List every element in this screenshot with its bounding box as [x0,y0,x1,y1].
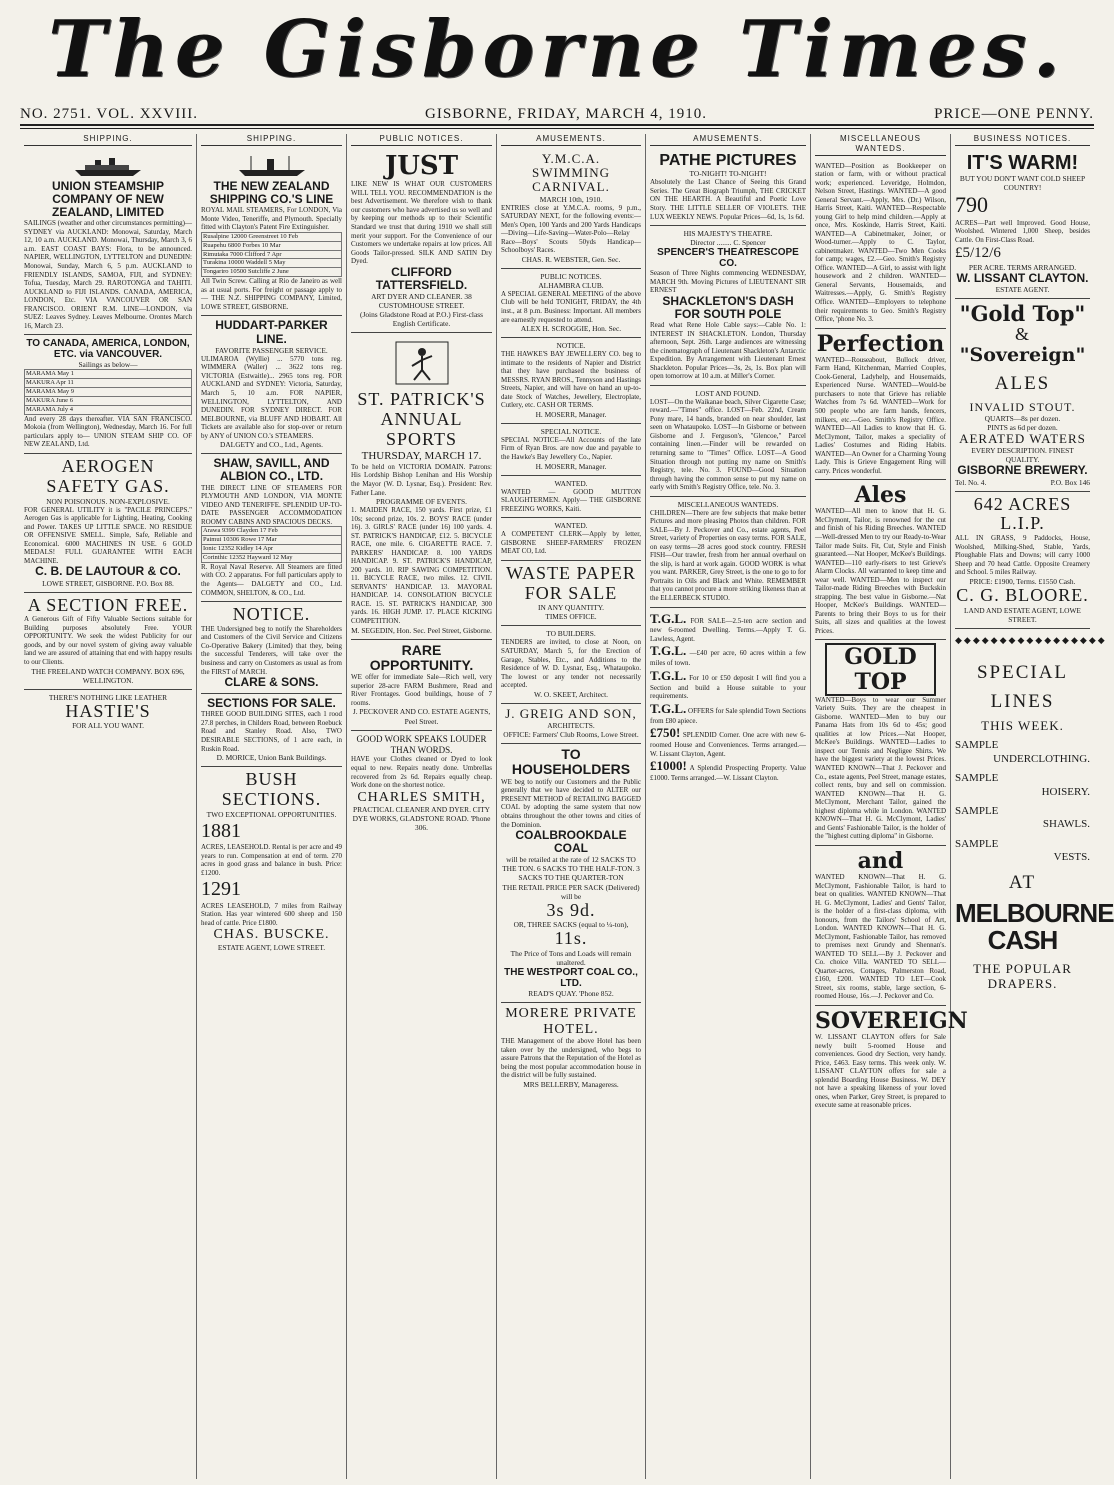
union-steamship-ad [24,149,192,335]
ad-title: SPECIAL NOTICE. [540,426,602,436]
st-patricks-sports-ad [351,333,492,639]
ad-text: LOST—On the Waikanae beach, Silver Cigarette Case; reward.—"Times" office. LOST—Feb. 22nd, Cream Pony mare, 14 hands, branded on near shoulder, last seen on Whataupoko. LOST—In Gisborne or between Gisborne and J. Ferguson's, "Glencoe," Parcel containing linen.—Finder will be rewarded on returning same to "Times" Office. LOST—A Good Situation through not putting my name on Smith's Registry, tele. No. 3. FOUND—Good Situation through having the common sense to put my name on early with Smith's Registry Office, tele. No. 3. [650,397,806,492]
price-heading: THE RETAIL PRICE PER SACK (Delivered) will be [502,882,640,901]
header-rule [20,128,1094,129]
column-heading: MISCELLANEOUS WANTEDS. [815,134,946,156]
ad-agent-address: LOWE STREET, GISBORNE. P.O. Box 88. [42,578,174,588]
canada-america-ad [24,335,192,454]
ad-label: T.G.L. [650,667,687,683]
ad-signature-address: READ'S QUAY. 'Phone 852. [528,989,614,999]
ad-signature: THE WESTPORT COAL CO., LTD. [504,967,638,990]
ad-text: WE offer for immediate Sale—Rich well, very superior 28-acre FARM Bushmere, Read and River Frontages. Good buildings, house of 7 rooms. [351,673,492,707]
column-shipping-2 [197,134,346,1479]
sample-line: SAMPLE [955,739,999,752]
column-shipping-1 [20,134,196,1479]
and-block [815,846,946,1006]
shaw-savill-ad [201,454,342,602]
greig-architects-ad [501,704,641,744]
ad-title: Y.M.C.A. SWIMMING CARNIVAL. [531,150,611,195]
ad-text: A Splendid Prospecting Property. Value £1000. Terms arranged.—W. Lissant Clayton. [650,764,806,782]
tattersfield-ad [351,149,492,333]
ad-text: OFFERS for Sale splendid Town Sections from £80 apiece. [650,706,806,725]
ad-title: TO CANADA, AMERICA, LONDON, ETC. via VANCOUVER. [26,338,190,361]
acreage-number: 1291 [201,878,241,901]
ad-title: IT'S WARM! [966,151,1079,174]
ad-text: WANTED — GOOD MUTTON SLAUGHTERMEN. Apply— THE GISBORNE FREEZING WORKS, Kaiti. [501,487,641,513]
clerk-wanted [501,518,641,561]
price-terms: PER ACRE. TERMS ARRANGED. [968,262,1077,272]
column-heading: AMUSEMENTS. [501,134,641,146]
ad-text: Season of Three Nights commencing WEDNESDAY, MARCH 9th. Moving Pictures of LIEUTENANT SIR ERNEST [650,269,806,295]
rare-opportunity-ad [351,640,492,731]
section-free-ad [24,593,192,690]
bush-sections-ad [201,767,342,956]
sections-for-sale-ad [201,694,342,767]
nz-shipping-ad [201,149,342,317]
westport-coal-ad [501,744,641,1003]
ad-text: —£40 per acre, 60 acres within a few miles of town. [650,649,806,668]
coal-name: COALBROOKDALE COAL [515,828,627,856]
aerated-waters-title: AERATED WATERS [959,430,1086,446]
ad-name: CLIFFORD TATTERSFIELD. [375,264,468,292]
price-alt-heading: OR, THREE SACKS (equal to ¼-ton), [513,920,629,930]
ad-text: WANTED—All men to know that H. G. McClymont, Tailor, is renowned for the cut and finish of his Riding Breeches. WANTED—Well-dressed Men to try our Ready-to-Wear Tailor made Suits. Fit, Cut, Style and Finish guaranteed.—Nat Hooper, McKee's Buildings. WANTED—110 early-risers to test Grieve's Alarm Clocks. All warranted to keep time and wear well. WANTED—Men to inspect our Tailor-made Riding Breeches with Buckskin strapping. The best value in Gisborne.—Nat Hooper, McKee's Buildings. WANTED—Parents to bring their Boys to us for their Suits, all sizes and qualities at the lowest Prices. [815,507,946,635]
ad-text: Sailings as below— [78,360,138,370]
table-row: MAKURA June 6 [25,397,192,406]
ad-subtitle: NON POISONOUS. NON-EXPLOSIVE. [46,496,170,506]
column-heading: SHIPPING. [201,134,342,146]
huddart-parker-ad [201,316,342,454]
ad-text: ACRES—Part well Improved. Good House, Woolshed. Wintered 1,000 Sheep, besides Cattle. On First-Class Road. [955,218,1090,244]
ad-signature-address: ESTATE AGENT, LOWE STREET. [217,942,326,952]
ad-title: and [857,847,904,874]
misc-wanteds [650,497,806,608]
price: PRICE—ONE PENNY. [934,105,1094,122]
ad-signature: TIMES OFFICE. [545,612,597,622]
ad-text: WE beg to notify our Customers and the Public generally that we have decided to ALTER our PRESENT METHOD of RETAILING BAGGED COAL by adopting the same system that now obtains throughout the other towns and cities of the Dominion. [501,777,641,829]
ad-title: NOTICE. [232,604,311,625]
sample-line: SAMPLE [955,804,999,817]
brewery-name: GISBORNE BREWERY. [957,463,1088,478]
ad-title: TO BUILDERS. [546,629,596,639]
wanteds-block [815,159,946,329]
steamer-table [201,232,342,278]
ad-text: To be held on VICTORIA DOMAIN. Patrons: His Lordship Bishop Lenihan and His Worship the Mayor (W. D. Lysnar, Esq.). President: Rev. Father Lane. [351,462,492,497]
melbourne-cash-ad [955,652,1114,995]
ad-text: ULIMAROA (Wyllie) ... 5770 tons reg. WIMMERA (Waller) ... 3622 tons reg. VICTORIA (Estwaitle)... 2965 tons reg. FOR AUCKLAND and SYDNEY: Victoria, Saturday, March 5, 10 a.m. FOR NAPIER, WELLINGTON, LYTTELTON, AND DUNEDIN. FOR SYDNEY DIRECT. FOR MELBOURNE, via BLUFF AND HOBART. All Tickets are available also for stop-over or return by ANY of UNION CO.'s STEAMERS. [201,354,342,440]
ad-text: A Generous Gift of Fifty Valuable Sections suitable for Building purposes absolutely Free. YOUR OPPORTUNITY. We seek the widest Publicity for our goods, and by our novel system of giving away valuable land we are assured of attaining that end with happy results to our Clients. [24,615,192,666]
coal-rates: will be retailed at the rate of 12 SACKS TO THE TON. 6 SACKS TO THE HALF-TON. 3 SACKS TO THE QUARTER-TON [502,855,640,883]
aerogen-ad [24,454,192,593]
table-row: MAKURA Apr 11 [25,379,192,388]
ad-label: £750! [650,725,681,741]
ad-subtitle: ART DYER AND CLEANER. 38 CUSTOMHOUSE STREET. [371,292,472,311]
ad-title: WANTED. [554,521,588,531]
section-title: MISCELLANEOUS WANTEDS. [677,499,779,509]
ad-signature: MRS BELLERBY, Manageress. [523,1079,619,1089]
to-builders-ad [501,626,641,703]
ampersand: & [1014,323,1030,344]
ad-text: SPLENDID Corner. One acre with new 6-roomed House and Conveniences. Terms arranged.—W. Lissant Clayton, Agent. [650,731,807,758]
column-public-notices [347,134,496,1479]
ad-subtitle: FAVORITE PASSENGER SERVICE. [215,345,328,355]
bakery-notice [201,602,342,694]
table-row: Rusalpine 12000 Greenstreet 10 Feb [202,232,342,241]
event-date: MARCH 10th, 1910. [539,194,603,204]
ad-text: (Joins Gladstone Road at P.O.) First-class English Certificate. [360,310,483,329]
ad-signature: W. O. SKEET, Architect. [533,689,609,699]
shackleton-ad [650,226,806,386]
table-row: Corinthic 12352 Hayward 12 May [202,554,342,563]
ad-text: W. LISSANT CLAYTON offers for Sale newly built 5-roomed House and conveniences. Good dry Section, very handy. Price, £463. Easy terms. This week only. W. LISSANT CLAYTON offers for sale a splendid Boarding House Business. W. DEY not have a speaking likeness of your loved ones, when Parker, Grey Street, is prepared to execute same at reasonable prices. [815,1033,946,1110]
ad-title: GOOD WORK SPEAKS LOUDER THAN WORDS. [356,733,487,755]
ad-name: CHARLES SMITH, [357,789,486,805]
ad-text: ACRES LEASEHOLD, 7 miles from Railway Station. Has year wintered 600 sheep and 150 head of cattle. Price £1800. [201,901,342,927]
ad-title: JUST [384,150,459,181]
sovereign-block [815,1006,968,1114]
event-date: THURSDAY, MARCH 17. [361,449,482,462]
ad-text: A COMPETENT CLERK—Apply by letter, GISBORNE SHEEP-FARMERS' FROZEN MEAT CO, Ltd. [501,530,641,556]
ad-title: HIS MAJESTY'S THEATRE. [683,229,773,239]
ad-title: MORERE PRIVATE HOTEL. [505,1006,637,1037]
ad-title: WANTED. [554,478,588,488]
ad-subtitle: ARCHITECTS. [547,721,595,730]
ad-text: CHILDREN—There are few subjects that make better Pictures and more pleasing Photos than children. FOR SALE—By J. Peckover and Co., estate agents, Peel Street, variety of Properties on easy terms. FOR SALE, on easy terms—28 acres good stock country. FRESH FISH—Our trawler, fresh from her annual overhaul on the slip, is hard at work again. GOOD WORK is what you want. PARKER, Grey Street, is the one to go to for Portraits in Oils and Black and White. REMEMBER that you cannot procure a more striking likeness than at the ELLERBECK STUDIO. [650,508,806,602]
price-per-acre: £5/12/6 [955,245,1001,262]
ad-title: NOTICE. [556,341,586,351]
ad-signature: CHAS. R. WEBSTER, Gen. Sec. [521,254,621,264]
ad-title: SHAW, SAVILL, AND ALBION CO., LTD. [213,456,330,484]
table-row: Arawa 9399 Clayden 17 Feb [202,527,342,536]
ad-text: THREE GOOD BUILDING SITES, each 1 rood 27.8 perches, in Childers Road, between Roebuck Road and Stanley Road. Also, TWO DESIRABLE SECTIONS, of 1 acre each, in Ruskin Road. [201,710,342,753]
ad-signature-title: ESTATE AGENT. [995,284,1050,294]
special-title: SPECIAL [976,661,1069,683]
ad-name: HASTIE'S [65,700,151,721]
ad-title: J. GREIG AND SON, [505,705,637,721]
ad-text: THE Management of the above Hotel has been taken over by the undersigned, who begs to assure Patrons that the Reputation of the Hotel as being the most popular accommodation house in the district will be fully sustained. [501,1037,641,1080]
ad-text: FOR ALL YOU WANT. [72,721,144,731]
column-misc-wanteds [811,134,968,1479]
ad-text: FOR GENERAL UTILITY it is "PACILE PRINCEPS." Aerogen Gas is applicable for Lighting, Heating, Cooking and Power. TAKES UP LITTLE SPACE. NO RESIDUE OR OFFENSIVE SMELL. Simple, Safe, Reliable and Economical. 6000 MACHINES IN USE. 6 GOLD MEDALS! FULL GUARANTEE WITH EACH MACHINE. [24,505,192,565]
masthead [0,0,1114,100]
its-warm-ad [955,149,1090,299]
table-row: MARAMA May 1 [25,370,192,379]
ad-title: WASTE PAPER FOR SALE [506,562,636,603]
ad-subtitle: TWO EXCEPTIONAL OPPORTUNITIES. [206,809,337,819]
ad-text: ENTRIES close at Y.M.C.A. rooms, 9 p.m., SATURDAY NEXT, for the following events:—Men's Open, 100 Yards and 200 Yards Handicaps—Diving—Life-Saving—Water-Polo—Relay Race—Boys' Scouts 50yds Handicap—Schoolboys' Races. [501,203,641,255]
gisborne-brewery-ad [955,299,1090,492]
ad-text: A SPECIAL GENERAL MEETING of the above Club will be held TONIGHT, FRIDAY, the 4th inst., at 8 p.m. Business: Important. All members are earnestly requested to attend. [501,289,641,324]
telephone-number: Tel. No. 4. [955,477,987,487]
shop-name-line1: MELBOURNE [955,897,1114,928]
acreage-number: 790 [955,191,988,217]
brewery-contacts [955,478,1090,487]
table-row: Paimui 10306 Rowe 17 Mar [202,536,342,545]
lines-title: LINES [990,690,1055,712]
ad-subtitle: EVERY DESCRIPTION. FINEST QUALITY. [971,446,1074,465]
column-heading: PUBLIC NOTICES. [351,134,492,146]
sample-item: UNDERCLOTHING. [993,752,1090,765]
column-amusements-1 [497,134,645,1479]
ad-subtitle: IN ANY QUANTITY. [538,603,604,613]
stout-title: INVALID STOUT. [969,399,1076,414]
ad-title: PUBLIC NOTICES. [540,271,602,281]
pathe-pictures-ad [650,149,806,226]
ad-signature: H. MOSERR, Manager. [535,409,607,419]
ad-text: ALL IN GRASS, 9 Paddocks, House, Woolshed, Milking-Shed, Stable, Yards, Ploughable Flats and Downs; will carry 1000 Sheep and 70 head Cattle. Opposite Creamery and School. 5 miles Railway. [955,534,1090,577]
po-box: P.O. Box 146 [1050,477,1090,487]
acreage-number: 1881 [201,819,241,842]
ad-title: THERE'S NOTHING LIKE LEATHER [48,692,168,702]
lost-and-found [650,386,806,497]
pints-price: PINTS as 6d per dozen. [987,422,1058,432]
ad-signature: H. MOSERR, Manager. [535,461,607,471]
programme-events: 1. MAIDEN RACE, 150 yards. First prize, £1 10s; second prize, 10s. 2. BOYS' RACE (under 16). 3. GIRLS' RACE (under 16) 100 yards. 4. ST. PATRICK'S HANDICAP, £12. 5. BICYCLE RACE, one mile. 6. CIGARETTE RACE. 7. PARKERS' HANDICAP. 8. 100 YARDS HANDICAP. 9. ST. PATRICK'S HANDICAP, 200 yards. 10. RIP SAWING COMPETITION. 11. BICYCLE RACE, two miles. 12. CIVIL SERVANTS' HANDICAP. 13. MAYORAL HANDICAP. 14. CONSOLATION BICYCLE RACE. 15. ST. PATRICK'S HANDICAP, 300 yards. 16. HIGH JUMP. 17. PLACE KICKING COMPETITION. [351,506,492,626]
ad-price: PRICE: £1900, Terms. £1550 Cash. [969,576,1076,586]
ad-text: And every 28 days thereafter. VIA SAN FRANCISCO. Mokoia (from Wellington), Wednesday, March 16. For full particulars apply to— UNION STEAM SHIP CO. OF NEW ZEALAND, Ltd. [24,414,192,449]
ad-signature: CHAS. BUSCKE. [213,927,330,943]
swimming-carnival-ad [501,149,641,269]
ad-text: WANTED—Boys to wear our Summer Variety Suits. They are the cheapest in Gisborne. WANTED—Men to buy our Panama Hats from 10s 6d to 45s; good qualities at low Prices.—Nat Hooper, McKee's Buildings. WANTED—Ladies to inspect our Tennis and Negligee Shirts. We have the biggest variety at the lowest Prices. WANTED KNOWN—That J. Peckover and Co., estate agents, Peel Street, manage estates, collect rents, buy and sell on commission. WANTED KNOWN—That H. G. McClymont, Merchant Tailor, gained the highest diploma while in London. WANTED KNOWN—That H. G. McClymont, Ladies' and Gents' Fashionable Tailor, is the holder of the "highest cutting diploma" in Gisborne. [815,695,946,841]
ad-text: R. Royal Naval Reserve. All Steamers are fitted with CO. 2 apparatus. For full particulars apply to the Agents— DALGETY and CO., Ltd. COMMON, SHELTON, & CO., Ltd. [201,562,342,597]
ales-block [815,480,946,640]
ad-text: All Twin Screw. Calling at Rio de Janeiro as well as at usual ports. For freight or passage apply to— THE N.Z. SHIPPING COMPANY, Limited, LOWE STREET, GISBORNE. [201,277,342,311]
shop-name-line2: CASH [987,925,1058,956]
ad-name: SPENCER'S THEATRESCOPE CO. [657,247,799,270]
column-heading: AMUSEMENTS. [650,134,806,146]
sovereign-title: "Sovereign" [959,343,1086,366]
waste-paper-ad [501,561,641,627]
table-row: MARAMA July 4 [25,405,192,414]
ad-text: WANTED—Position as Bookkeeper on station or farm, with or without practical work; experienced. Leveridge, Holmdon, Nelson Street, Hastings. WANTED—A good General Servant.—Apply, Mrs. (Dr.) Wilson, Harris Street, Kaiti. WANTED—Respectable young Girl to help mind children.—Apply at once, Mrs. Koskinde, Harris Street, Kaiti. WANTED—A Cabinetmaker, Joiner, or Wood-turner.—Apply to C. Taylor, cabinetmaker. WANTED—Two Men Cooks for camp; wages, £2.—Geo. Smith's Registry Office. WANTED—A Girl, to assist with light housework and 2 children. WANTED—General Servants, Housemaids, and Waitresses.—Apply, G. Smith's Registry Office. WANTED—Employers to telephone their requirements to Geo. Smith's Registry Office, 'phone No. 3. [815,161,946,324]
steamship-icon [73,154,143,178]
ad-signature: CLARE & SONS. [224,675,319,690]
ad-title: SOVEREIGN [815,1007,968,1034]
tgl-ads [650,608,806,787]
ad-title: HUDDART-PARKER LINE. [215,318,328,346]
ad-text: OFFICE: Farmers' Club Rooms, Lowe Street. [503,730,639,740]
ad-signature: M. SEGEDIN, Hon. Sec. Peel Street, Gisborne. [351,625,492,635]
sample-item: SHAWLS. [1042,818,1090,831]
ad-title: A SECTION FREE. [27,594,189,615]
table-row: MARAMA May 9 [25,388,192,397]
ad-signature: W. LISSANT CLAYTON. [956,270,1089,285]
ad-title: AEROGEN SAFETY GAS. [46,455,170,496]
newspaper-title: The Gisborne Times. [48,4,1066,95]
ad-title: 642 ACRES L.I.P. [973,493,1072,534]
ad-title: GOLD TOP [825,643,936,695]
ad-subtitle: BUT YOU DON'T WANT COLD SHEEP COUNTRY! [959,173,1086,192]
ad-text: WANTED KNOWN—That H. G. McClymont, Fashionable Tailor, is hard to beat on qualities. WANTED KNOWN—That H. G. McClymont, Ladies' and Gents' Tailor, is the holder of a first-class diploma, with honours, from the Tailors' School of Art, London. WANTED KNOWN—That H. G. McClymont, Fashionable Tailor, has removed to premises next Grundy and Shennan's. WANTED TO SELL—By J. Peckover and Co. choice Villa. WANTED TO SELL—Quarter-acres, Cottages, Palmerston Road, £160, £200. WANTED TO LET—Cook Street, six rooms, stable, large section, 6-roomed House, 16s.—J. Peckover and Co. [815,872,946,1001]
ad-subtitle: TO-NIGHT! TO-NIGHT! [689,169,767,179]
ad-signature: D. MORICE, Union Bank Buildings. [216,753,327,763]
ad-text: For 10 or £50 deposit I will find you a Section and build a House suitable to your requirements. [650,673,806,701]
sample-item: VESTS. [1053,851,1090,864]
ad-signature: ALEX H. SCROGGIE, Hon. Sec. [520,324,622,334]
table-row: Tongariro 10500 Sutcliffe 2 June [202,268,342,277]
column-heading: SHIPPING. [24,134,192,146]
ad-signature-title: LAND AND ESTATE AGENT, LOWE STREET. [964,605,1081,624]
ad-title: UNION STEAMSHIP COMPANY OF NEW ZEALAND, LIMITED [51,178,164,220]
sample-item: HOISERY. [1041,785,1090,798]
ad-title: Perfection [816,330,945,357]
ad-subtitle: PRACTICAL CLEANER AND DYER. CITY DYE WORKS, GLADSTONE ROAD. 'Phone 306. [352,805,491,833]
slaughtermen-wanted [501,476,641,519]
place-date: GISBORNE, FRIDAY, MARCH 4, 1910. [425,105,708,122]
ad-title: SECTIONS FOR SALE. [207,696,336,711]
ales-title: ALES [994,372,1051,394]
ad-label: T.G.L. [650,610,687,626]
programme-heading: PROGRAMME OF EVENTS. [376,497,467,507]
ornamental-border-icon: ◆◆◆◆◆◆◆◆◆◆◆◆◆◆◆◆◆ [955,634,1107,645]
column-business-notices [951,134,1114,1479]
tagline-line1: THE POPULAR [973,961,1072,977]
ad-title: Ales [854,482,907,509]
ad-title: THE NEW ZEALAND SHIPPING CO.'S LINE [209,178,334,206]
jewellery-notice [501,338,641,424]
issue-number: NO. 2751. VOL. XXVIII. [20,105,198,122]
table-row: Turakina 10000 Waddell 5 May [202,259,342,268]
price-per-sack: 3s 9d. [546,899,596,920]
ad-title: PATHE PICTURES [659,151,797,169]
ad-text: Absolutely the Last Chance of Seeing this Grand Series. The Great Biograph Triumph, THE CRICKET ON THE HEARTH. A Beautiful and Poetic Love Story. THE LITTLE SELLER OF VIOLETS. THE LUX WEEKLY NEWS. Popular Prices—6d, 1s, 1s 6d. [650,178,806,221]
steamship-icon [237,154,307,178]
ad-title: TO HOUSEHOLDERS [511,746,631,778]
table-row: Ruapehu 6800 Forbes 10 Mar [202,241,342,250]
table-row: Ionic 12352 Kidley 14 Apr [202,545,342,554]
section-title: LOST AND FOUND. [695,388,761,398]
ad-title: ST. PATRICK'S ANNUAL SPORTS [357,389,486,449]
ad-title: BUSH SECTIONS. [221,769,322,809]
bloore-land-ad [955,492,1090,629]
ad-text: FOR SALE—2.5-ten acre section and new 6-roomed Dwelling. Terms.—Apply T. G. Lawless, Agent. [650,616,807,643]
ad-signature: J. PECKOVER AND CO. ESTATE AGENTS, Peel Street. [352,707,491,726]
perfection-block [815,329,946,481]
hasties-ad [24,690,192,735]
price-three-sacks: 11s. [554,928,588,949]
ad-text: The Price of Tons and Loads will remain unaltered. [510,949,632,968]
column-amusements-2 [646,134,810,1479]
at-label: AT [1008,871,1037,893]
morere-hotel-ad [501,1003,641,1092]
ad-text: ROYAL MAIL STEAMERS, For LONDON, Via Monte Video, Teneriffe, and Plymouth. Specially fitted with Clayton's Patent Fire Extinguisher. [201,206,342,232]
alhambra-club-ad [501,269,641,338]
ad-label: T.G.L. [650,700,687,716]
ad-text: TENDERS are invited, to close at Noon, on SATURDAY, March 5, for the Erection of Garage, Stables, Etc., and Additions to the Residence of W. D. Lysnar, Esq., Whataupoko. The lowest or any tender not necessarily accepted. [501,638,641,690]
sailing-table [24,369,192,415]
ad-signature: THE FREELAND WATCH COMPANY. BOX 696, WELLINGTON. [31,666,185,685]
ad-text: SAILINGS (weather and other circumstances permitting)— SYDNEY via AUCKLAND: Monowai, Saturday, March 12, 10 a.m. AUCKLAND. Monowai, Thursday, March 3, 6 a.m. EAST COAST BAYS: Flora, to be announced. NAPIER, WELLINGTON, LYTTELTON and DUNEDIN: Monowai, Sunday, March 6, 5 p.m. AUCKLAND to FRIENDLY ISLANDS, SAMOA, FIJI, and SYDNEY: Tofua, Tuesday, March 29. RAROTONGA and TAHITI. AUCKLAND to FIJI ISLANDS. CANADA, AMERICA, LONDON, Etc. VIA VANCOUVER OR SAN FRANCISCO. ORIENT R.M. LINE—LONDON, via SUEZ: Leaves Sydney. Leaves Melbourne. Orontes March 16, March 23. [24,219,192,330]
sample-line: SAMPLE [955,772,999,785]
ad-label: £1000! [650,758,687,774]
ad-text: THE DIRECT LINE OF STEAMERS FOR PLYMOUTH AND LONDON, VIA MONTE VIDEO AND TENERIFFE. SPLENDID UP-TO-DATE PASSENGER ACCOMMODATION ROOMY CABINS AND SPACIOUS DECKS. [201,483,342,526]
ad-title: RARE OPPORTUNITY. [369,641,474,673]
ad-text: LIKE NEW IS WHAT OUR CUSTOMERS WILL TELL YOU. RECOMMENDATION is the best Advertisement. We therefore wish to thank our customers who have advertised us so well and by keeping our methods up to their Scientific Standard we trust that during 1910 we shall still merit your support. For the Convenience of our Customers we undertake repairs at low prices. All Goods Tailor-pressed. SILK AND SATIN Dry Dyed. [351,180,492,266]
column-heading: BUSINESS NOTICES. [955,134,1090,146]
special-notice [501,424,641,476]
this-week-title: THIS WEEK. [981,718,1064,734]
charles-smith-ad [351,731,492,837]
ad-text: Read what Rene Hole Cable says:—Cable No. 1: INTEREST IN SHACKLETON. London, Thursday afternoon, Sept. 26th. Large audiences are witnessing the cinematograph of Lieutenant Shackleton's Antarctic Expedition. By Arrangement with Lieutenant Ernest Shackleton. Popular Prices—3s, 2s, 1s. Box plan will open tomorrow at 10 a.m. at Miller's Corner. [650,321,806,381]
sample-line: SAMPLE [955,837,999,850]
athlete-icon [392,338,452,388]
ad-text: THE Undersigned beg to notify the Shareholders and Customers of the Civil Service and Citizens Co-Operative Bakery (Limited) that they, being the successful Tenderers, will take over the business and carry on Customers as usual as from the FIRST of MARCH. [201,624,342,676]
ad-signature: C. G. BLOORE. [956,584,1089,605]
steamer-table [201,526,342,563]
gold-top-title: "Gold Top" [959,300,1086,326]
tagline-line2: DRAPERS. [987,975,1058,991]
ad-text: THE HAWKE'S BAY JEWELLERY CO. beg to intimate to the residents of Napier and District that they have purchased the business of MESSRS. RYAN BROS., Tennyson and Hastings Streets, Napier, and will have on hand an up-to-date Stock of Watches, Jewellery, Electroplate, Cutlery, etc. CASH OR TERMS. [501,350,641,410]
dateline [20,104,1094,126]
ad-subtitle: Director ........ C. Spencer [690,238,766,248]
ad-text: HAVE your Clothes cleaned or Dyed to look equal to new. Repairs neatly done. Umbrellas recovered from 2s 6d. Repairs equally cheap. Work done on the shortest notice. [351,755,492,790]
ad-text: ACRES, LEASEHOLD. Rental is per acre and 49 years to run. Compensation at end of term. 270 acres in good grass and balance in bush. Price: £1200. [201,843,342,877]
ad-text: SPECIAL NOTICE—All Accounts of the late Firm of Ryan Bros. are now due and payable to the Hawke's Bay Jewellery Co., Napier. [501,435,641,461]
table-row: Rimutaka 7000 Clifford 7 Apr [202,250,342,259]
ad-label: T.G.L. [650,643,687,659]
ad-agent: C. B. DE LAUTOUR & CO. [35,564,181,579]
ad-headline: SHACKLETON'S DASH FOR SOUTH POLE [662,293,794,321]
ad-signature: DALGETY and CO., Ltd., Agents. [220,440,323,450]
gold-top-block [815,640,946,845]
ad-subtitle: ALHAMBRA CLUB. [538,280,604,290]
ad-text: WANTED—Rouseabout, Bullock driver, Farm Hand, Kitchenman, Married Couples, Cook-General, Ladyhelp, and Housemaids, Experienced Nurse. WANTED—Would-be purchasers to note that Grieve has reliable Watches from 7s 6d. WANTED—Work for 500 people who are farm hands, fencers, milkers, etc.—Geo. Smith's Registry Office. WANTED—All Ladies to know that H. G. McClymont, Tailor, makes a speciality of Ladies' Costumes and Riding Habits. WANTED—An Owner for a Charming Young Lady. This is Grieve Engagement Ring will carry. Prices wonderful. [815,355,946,475]
quarts-price: QUARTS—8s per dozen. [984,413,1061,423]
